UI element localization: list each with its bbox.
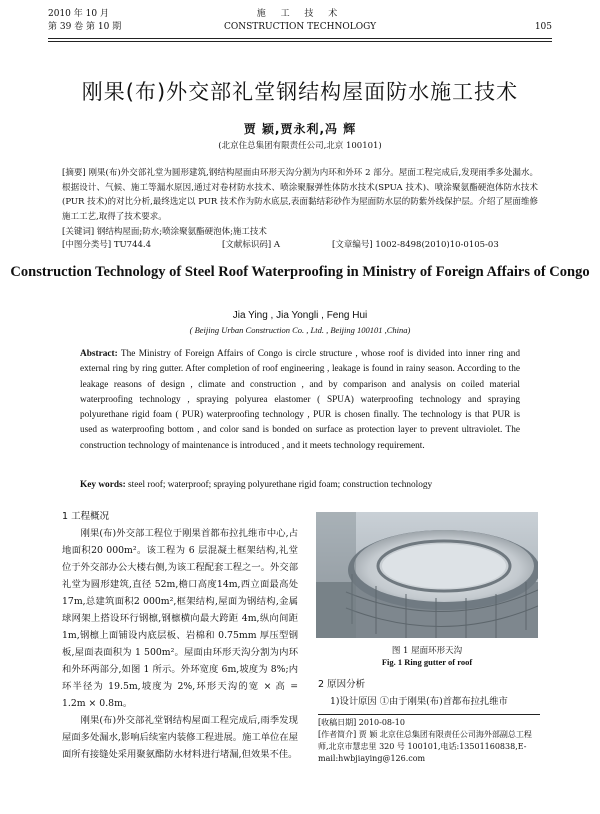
classification-line	[62, 239, 538, 252]
left-column	[62, 508, 298, 763]
subsection-text: 1)设计原因 ①由于刚果(布)首都布拉扎维市	[330, 696, 508, 707]
figure-caption-en: Fig. 1 Ring gutter of roof	[381, 657, 473, 667]
header-issue: 第 39 卷 第 10 期	[48, 22, 122, 32]
paper-title-cn: 刚果(布)外交部礼堂钢结构屋面防水施工技术	[81, 80, 519, 104]
affiliation-cn: (北京住总集团有限责任公司,北京 100101)	[218, 141, 382, 151]
header-rule-thin	[48, 41, 552, 42]
abstract-cn-text: 刚果(布)外交部礼堂为圆形建筑,钢结构屋面由环形天沟分割为内环和外环 2 部分。屋面工程完成后,发现雨季多处漏水。根据设计、气候、施工等漏水原因,通过对卷材防水技术、喷涂聚脲弹性体防水技术(SPUA 技术)、喷涂聚氨酯硬泡体防水技术(PUR 技术)的对比分析,最终选定以 PUR 技术作为防水底层,表面黏结彩砂作为屋面防水层的防紫外线保护层。介绍了屋面维修施工工艺,取得了技术要求。	[62, 168, 538, 222]
header-rule	[48, 38, 552, 39]
abstract-en-text: The Ministry of Foreign Affairs of Congo is circle structure , whose roof is divided into inner ring and external ring by ring gutter. After completion of roof engineering , leakage is found in rainy season. According to the leakage reasons of design , climate and construction , and by comparison and analysis on coiled material waterproofing technology , spraying polyurea elastomer ( SPUA) waterproofing technology and spraying polyurethane rigid foam ( PUR) waterproofing technology , PUR is chosen finally. The technology is that PUR is used as waterproofing bottom , and color sand is bonded on surface as protection layer to prevent ultraviolet. The construction technology of maintenance is introduced , and it meets technology requirement.	[80, 349, 521, 451]
roof-photo-image	[316, 512, 538, 638]
running-header	[48, 8, 552, 44]
author-info: [作者简介] 贾 颖 北京住总集团有限责任公司海外部副总工程师,北京市慧忠里 320 号 100101,电话:13501160838,E-mail:hwbjiaying@126.com	[318, 730, 532, 763]
figure-caption-cn: 图 1 屋面环形天沟	[391, 646, 463, 656]
keywords-cn-text: 钢结构屋面;防水;喷涂聚氨酯硬泡体;施工技术	[96, 227, 267, 237]
abstract-en-label: Abstract:	[80, 349, 118, 359]
body-paragraph: 刚果(布)外交部礼堂钢结构屋面工程完成后,雨季发现屋面多处漏水,影响后续室内装修工程进展。施工单位在屋面所有接缝处采用聚氨酯防水材料进行堵漏,但效果不佳。	[62, 715, 298, 760]
keywords-en-label: Key words:	[80, 480, 126, 490]
journal-name-en: CONSTRUCTION TECHNOLOGY	[223, 22, 377, 32]
keywords-cn	[62, 226, 538, 239]
section-heading: 1 工程概况	[62, 511, 110, 522]
authors-en: Jia Ying , Jia Yongli , Feng Hui	[232, 310, 368, 321]
keywords-en-text: steel roof; waterproof; spraying polyurethane rigid foam; construction technology	[128, 480, 433, 490]
abstract-cn	[62, 166, 538, 224]
page-number: 105	[534, 22, 552, 32]
header-center	[48, 8, 552, 34]
journal-name-cn: 施 工 技 术	[256, 9, 344, 19]
body-paragraph: 刚果(布)外交部工程位于刚果首都布拉扎维市中心,占地面积20 000m²。该工程为 6 层混凝土框架结构,礼堂位于外交部办公大楼右侧,为该工程配套工程之一。外交部礼堂为圆形建筑,直径 52m,檐口高度14m,西立面最高处 17m,总建筑面积2 000m²,框架结构,屋面为钢结构,金属球网架上搭设环行钢檩,钢檩横向最大跨距 4m,纵向间距 1m,钢檩上面铺设内底层板、岩棉和 0.75mm 厚压型钢板,屋面表面积为 1 500m²。屋面由环形天沟分割为内环和外环两部分,如图 1 所示。外环宽度 6m,坡度为 8%;内环半径为 19.5m,坡度为 2%,环形天沟的宽 × 高 = 1.2m × 0.8m。	[62, 528, 298, 709]
footnote	[318, 714, 540, 765]
clc-number: [中图分类号] TU744.4	[62, 240, 152, 250]
paper-title-en: Construction Technology of Steel Roof Waterproofing in Ministry of Foreign Affairs of Congo	[10, 264, 590, 280]
affiliation-en: ( Beijing Urban Construction Co. , Ltd. , Beijing 100101 ,China)	[189, 325, 411, 335]
header-date: 2010 年 10 月	[48, 9, 109, 19]
authors-cn: 贾 颖,贾永利,冯 辉	[243, 122, 357, 136]
keywords-en	[80, 478, 520, 492]
roof-photo	[316, 512, 538, 638]
keywords-cn-label: [关键词]	[62, 227, 95, 237]
right-column-text	[318, 676, 540, 710]
document-code: [文献标识码] A	[222, 240, 280, 250]
abstract-cn-label: [摘要]	[62, 168, 86, 178]
section-heading-2: 2 原因分析	[318, 679, 366, 690]
article-number: [文章编号] 1002-8498(2010)10-0105-03	[332, 240, 499, 250]
abstract-en	[80, 347, 520, 454]
received-date: [收稿日期] 2010-08-10	[318, 718, 405, 727]
